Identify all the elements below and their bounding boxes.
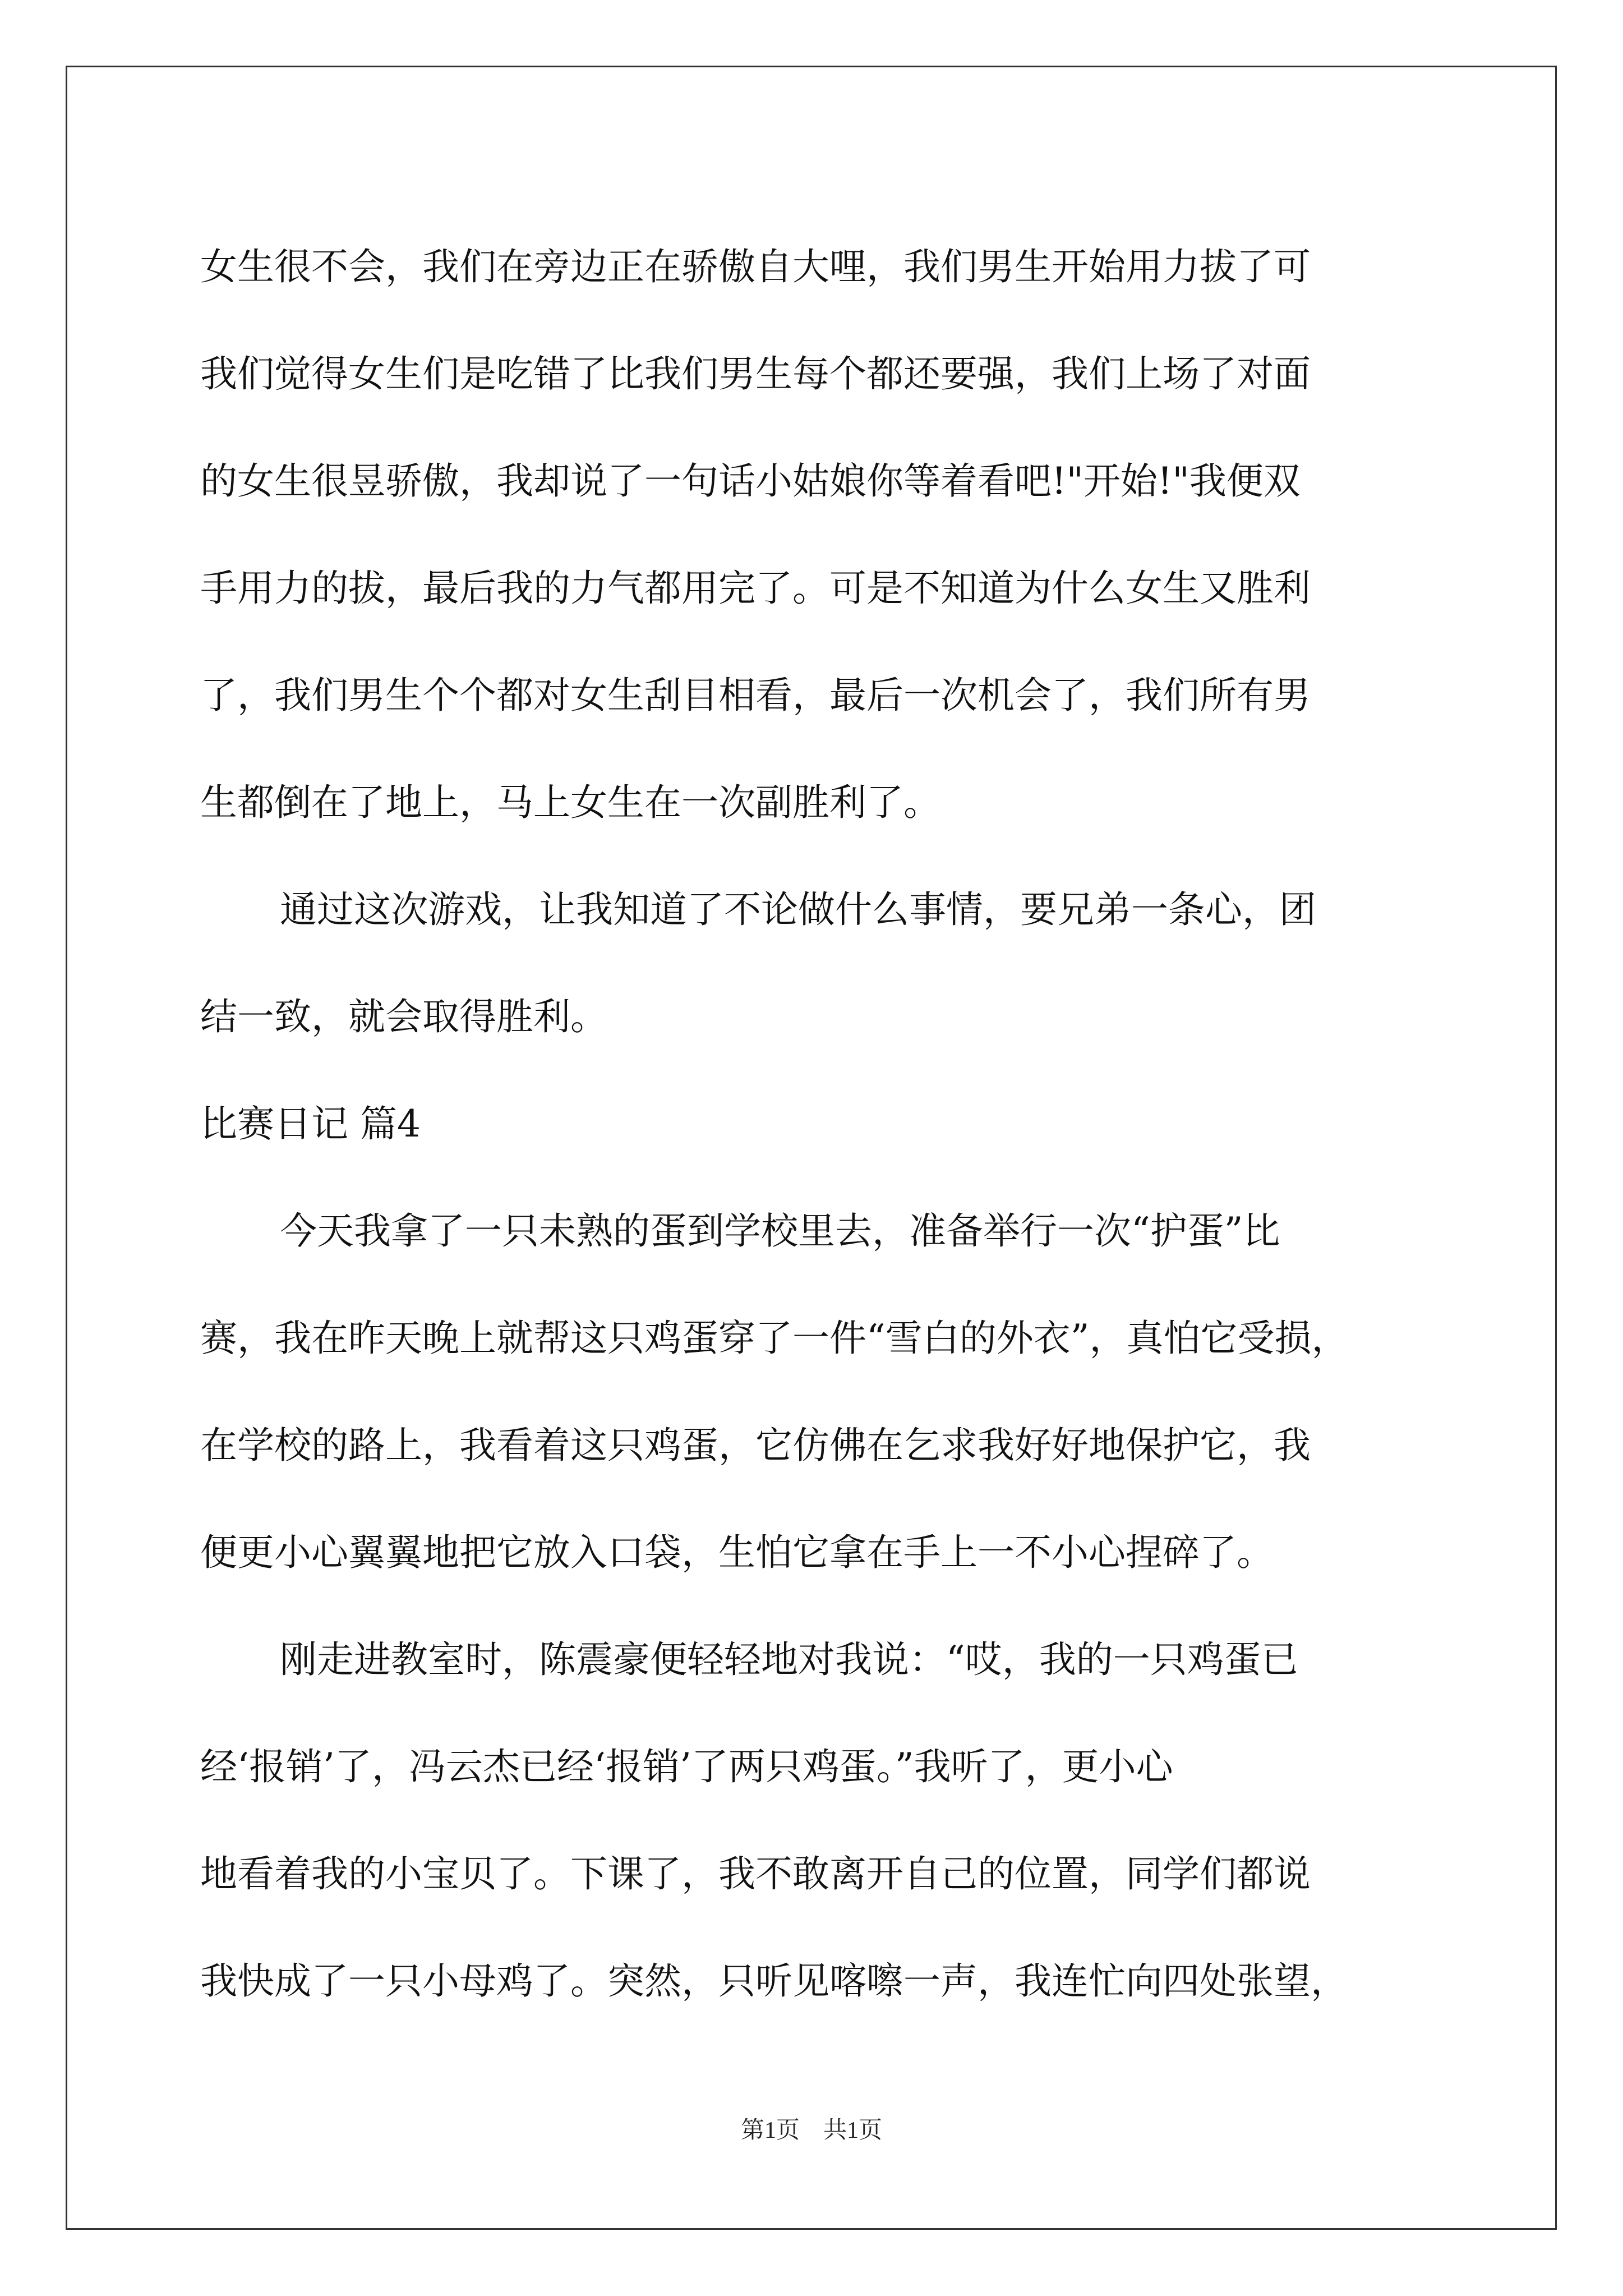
page-footer: 第1页 共1页: [740, 2118, 882, 2143]
paragraph-line: 在学校的路上，我看着这只鸡蛋，它仿佛在乞求我好好地保护它，我: [200, 1424, 1311, 1467]
paragraph-line: 通过这次游戏，让我知道了不论做什么事情，要兄弟一条心，团: [280, 888, 1316, 931]
paragraph-line: 的女生很昱骄傲，我却说了一句话小姑娘你等着看吧!"开始!"我便双: [200, 459, 1301, 503]
paragraph-line: 赛，我在昨天晚上就帮这只鸡蛋穿了一件“雪白的外衣”，真怕它受损，: [200, 1317, 1349, 1360]
paragraph-line: 今天我拿了一只未熟的蛋到学校里去，准备举行一次“护蛋”比: [280, 1209, 1280, 1253]
paragraph-line: 了，我们男生个个都对女生刮目相看，最后一次机会了，我们所有男: [200, 674, 1311, 717]
section-heading: 比赛日记 篇4: [200, 1102, 421, 1145]
paragraph-line: 地看着我的小宝贝了。下课了，我不敢离开自己的位置，同学们都说: [200, 1852, 1311, 1895]
paragraph-line: 生都倒在了地上，马上女生在一次副胜利了。: [200, 781, 940, 824]
paragraph-line: 刚走进教室时，陈震豪便轻轻地对我说：“哎，我的一只鸡蛋已: [280, 1638, 1298, 1681]
paragraph-line: 手用力的拔，最后我的力气都用完了。可是不知道为什么女生又胜利: [200, 567, 1311, 610]
paragraph-line: 结一致，就会取得胜利。: [200, 995, 607, 1038]
document-body: [200, 213, 1423, 2035]
paragraph-line: 我们觉得女生们是吃错了比我们男生每个都还要强，我们上场了对面: [200, 352, 1311, 395]
paragraph-line: 我快成了一只小母鸡了。突然，只听见喀嚓一声，我连忙向四处张望，: [200, 1959, 1348, 2003]
paragraph-line: 女生很不会，我们在旁边正在骄傲自大哩，我们男生开始用力拔了可: [200, 245, 1311, 288]
paragraph-line: 便更小心翼翼地把它放入口袋，生怕它拿在手上一不小心捏碎了。: [200, 1531, 1274, 1574]
paragraph-line: 经‘报销’了，冯云杰已经‘报销’了两只鸡蛋。”我听了，更小心: [200, 1745, 1173, 1788]
